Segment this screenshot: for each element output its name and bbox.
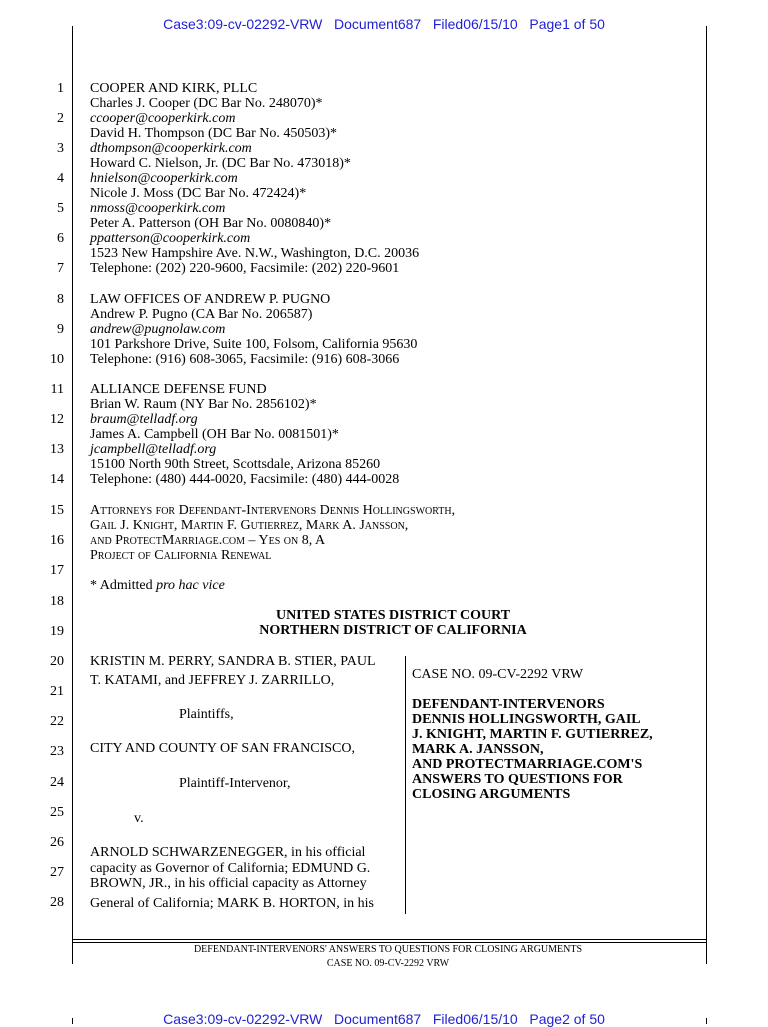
line-number: 27 xyxy=(50,865,64,880)
counsel-email: ccooper@cooperkirk.com xyxy=(90,111,236,126)
pro-hac-vice-note xyxy=(90,578,225,593)
line-number: 7 xyxy=(57,261,64,276)
counsel-email: nmoss@cooperkirk.com xyxy=(90,201,226,216)
admitted-prefix: * Admitted xyxy=(90,578,157,593)
firm-adf: ALLIANCE DEFENSE FUND xyxy=(90,382,267,397)
counsel-line: 101 Parkshore Drive, Suite 100, Folsom, California 95630 xyxy=(90,337,418,352)
counsel-line: Andrew P. Pugno (CA Bar No. 206587) xyxy=(90,307,313,322)
plaintiffs-label: Plaintiffs, xyxy=(179,707,234,722)
line-number: 3 xyxy=(57,141,64,156)
right-margin-line xyxy=(706,26,707,964)
counsel-email: braum@telladf.org xyxy=(90,412,198,427)
counsel-line: Telephone: (480) 444-0020, Facsimile: (480) 444-0028 xyxy=(90,472,400,487)
line-number: 24 xyxy=(50,775,64,790)
ecf-header-stamp: Case3:09-cv-02292-VRW Document687 Filed06/15/10 Page1 of 50 xyxy=(163,16,605,32)
plaintiff-intervenor-label: Plaintiff-Intervenor, xyxy=(179,776,291,791)
document-title-line: DEFENDANT-INTERVENORS xyxy=(412,697,605,712)
footer-case-number: CASE NO. 09-CV-2292 VRW xyxy=(326,958,450,969)
counsel-line: 15100 North 90th Street, Scottsdale, Arizona 85260 xyxy=(90,457,381,472)
plaintiffs-names-1: KRISTIN M. PERRY, SANDRA B. STIER, PAUL xyxy=(90,654,376,669)
counsel-line: Nicole J. Moss (DC Bar No. 472424)* xyxy=(90,186,307,201)
line-number: 6 xyxy=(57,231,64,246)
line-number: 16 xyxy=(50,533,64,548)
line-number: 13 xyxy=(50,442,64,457)
line-number: 2 xyxy=(57,111,64,126)
document-title-line: DENNIS HOLLINGSWORTH, GAIL xyxy=(412,712,641,727)
line-number: 21 xyxy=(50,684,64,699)
court-name-line1: UNITED STATES DISTRICT COURT xyxy=(275,608,511,623)
document-title-line: ANSWERS TO QUESTIONS FOR xyxy=(412,772,623,787)
defendants-line: BROWN, JR., in his official capacity as Attorney xyxy=(90,876,367,891)
line-number: 15 xyxy=(50,503,64,518)
plaintiffs-names-2: T. KATAMI, and JEFFREY J. ZARRILLO, xyxy=(90,673,335,688)
left-margin-line xyxy=(72,26,73,964)
line-number: 14 xyxy=(50,472,64,487)
counsel-line: Peter A. Patterson (OH Bar No. 0080840)* xyxy=(90,216,332,231)
defendants-line: General of California; MARK B. HORTON, in his xyxy=(90,896,374,911)
line-number: 8 xyxy=(57,292,64,307)
document-title-line: MARK A. JANSSON, xyxy=(412,742,544,757)
versus: v. xyxy=(134,811,144,826)
counsel-line: James A. Campbell (OH Bar No. 0081501)* xyxy=(90,427,339,442)
counsel-email: ppatterson@cooperkirk.com xyxy=(90,231,251,246)
next-page-right-line xyxy=(706,1018,707,1024)
footer-title: DEFENDANT-INTERVENORS' ANSWERS TO QUESTIONS FOR CLOSING ARGUMENTS xyxy=(193,944,583,955)
line-number: 22 xyxy=(50,714,64,729)
admitted-italic: pro hac vice xyxy=(156,578,225,593)
city-county-sf: CITY AND COUNTY OF SAN FRANCISCO, xyxy=(90,741,355,756)
line-number: 12 xyxy=(50,412,64,427)
line-number: 28 xyxy=(50,895,64,910)
line-number: 10 xyxy=(50,352,64,367)
attorneys-for-line: Gail J. Knight, Martin F. Gutierrez, Mark A. Jansson, xyxy=(90,518,409,533)
next-page-header-stamp: Case3:09-cv-02292-VRW Document687 Filed06/15/10 Page2 of 50 xyxy=(163,1011,605,1027)
line-number: 17 xyxy=(50,563,64,578)
document-title-line: CLOSING ARGUMENTS xyxy=(412,787,571,802)
counsel-line: Telephone: (916) 608-3065, Facsimile: (916) 608-3066 xyxy=(90,352,400,367)
document-title-line: AND PROTECTMARRIAGE.COM'S xyxy=(412,757,643,772)
line-number: 23 xyxy=(50,744,64,759)
document-title-line: J. KNIGHT, MARTIN F. GUTIERREZ, xyxy=(412,727,653,742)
caption-divider xyxy=(405,656,406,914)
line-number: 9 xyxy=(57,322,64,337)
attorneys-for-line: Project of California Renewal xyxy=(90,548,272,563)
counsel-email: hnielson@cooperkirk.com xyxy=(90,171,238,186)
defendants-line: ARNOLD SCHWARZENEGGER, in his official xyxy=(90,845,366,860)
counsel-email: dthompson@cooperkirk.com xyxy=(90,141,252,156)
court-name-line2: NORTHERN DISTRICT OF CALIFORNIA xyxy=(259,623,527,638)
counsel-email: jcampbell@telladf.org xyxy=(90,442,217,457)
counsel-email: andrew@pugnolaw.com xyxy=(90,322,226,337)
line-number: 19 xyxy=(50,624,64,639)
line-number: 1 xyxy=(57,81,64,96)
attorneys-for-line: and ProtectMarriage.com – Yes on 8, A xyxy=(90,533,326,548)
counsel-line: 1523 New Hampshire Ave. N.W., Washington, D.C. 20036 xyxy=(90,246,420,261)
line-number: 25 xyxy=(50,805,64,820)
next-page-left-line xyxy=(72,1018,73,1024)
counsel-line: Charles J. Cooper (DC Bar No. 248070)* xyxy=(90,96,323,111)
defendants-line: capacity as Governor of California; EDMUND G. xyxy=(90,861,371,876)
line-number: 11 xyxy=(50,382,64,397)
line-number: 4 xyxy=(57,171,64,186)
line-number: 20 xyxy=(50,654,64,669)
counsel-line: Telephone: (202) 220-9600, Facsimile: (202) 220-9601 xyxy=(90,261,400,276)
counsel-line: David H. Thompson (DC Bar No. 450503)* xyxy=(90,126,338,141)
attorneys-for-line: Attorneys for Defendant-Intervenors Dennis Hollingsworth, xyxy=(90,503,456,518)
firm-pugno: LAW OFFICES OF ANDREW P. PUGNO xyxy=(90,292,331,307)
line-number: 5 xyxy=(57,201,64,216)
line-number: 26 xyxy=(50,835,64,850)
counsel-line: Howard C. Nielson, Jr. (DC Bar No. 473018)* xyxy=(90,156,351,171)
case-number: CASE NO. 09-CV-2292 VRW xyxy=(412,667,584,682)
counsel-line: Brian W. Raum (NY Bar No. 2856102)* xyxy=(90,397,317,412)
footer-rule-top xyxy=(72,939,706,940)
firm-cooper-kirk: COOPER AND KIRK, PLLC xyxy=(90,81,258,96)
line-number: 18 xyxy=(50,594,64,609)
